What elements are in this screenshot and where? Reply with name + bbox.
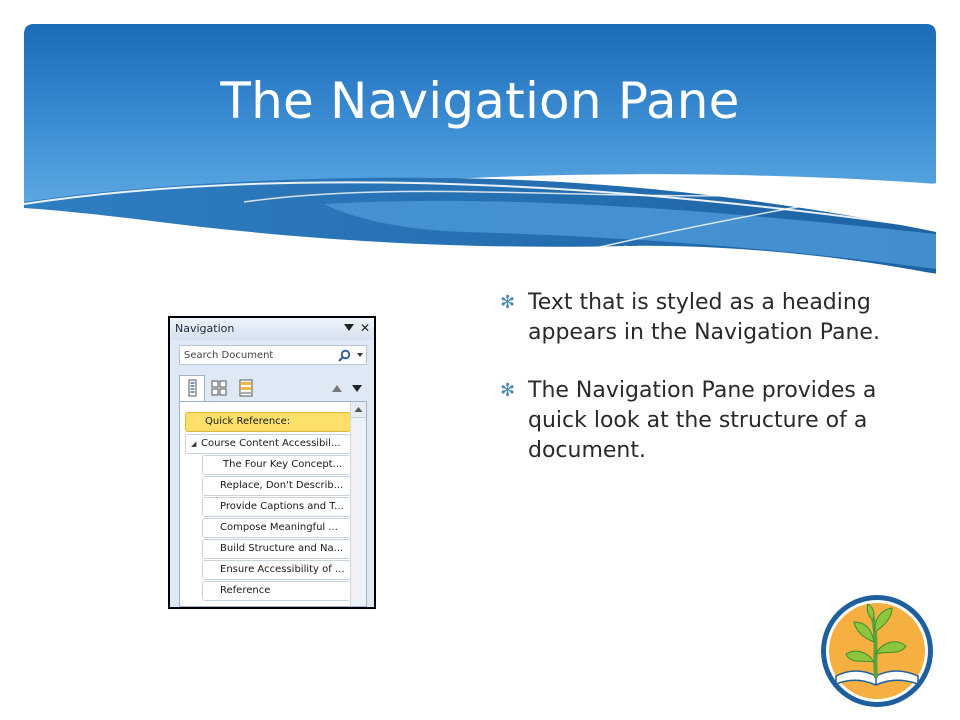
list-item-label: Reference (220, 585, 271, 596)
bullet-list (500, 288, 880, 466)
list-item-label: The Four Key Concept... (223, 459, 343, 470)
pages-grid-icon (206, 375, 232, 401)
list-item-label: Quick Reference: (205, 416, 291, 427)
expanded-triangle-icon[interactable]: ◢ (191, 440, 197, 448)
tab-pages[interactable] (206, 375, 232, 401)
bullet-item (500, 376, 880, 466)
dropdown-arrow-icon[interactable] (344, 324, 354, 332)
previous-heading-icon[interactable] (332, 385, 342, 392)
list-item-label: Provide Captions and T... (220, 501, 344, 512)
headings-list (179, 401, 367, 607)
headings-icon (180, 376, 204, 400)
list-item[interactable] (202, 518, 351, 538)
results-icon (233, 375, 259, 401)
bullet-text: The Navigation Pane provides a quick look at the structure of a document. (528, 378, 877, 463)
plant-book-logo-icon (818, 592, 936, 710)
close-icon[interactable]: ✕ (360, 321, 371, 335)
search-input[interactable] (179, 345, 367, 365)
list-item[interactable] (202, 560, 351, 580)
search-placeholder: Search Document (184, 350, 274, 361)
header-banner (24, 24, 936, 274)
list-item[interactable] (185, 434, 351, 454)
bullet-text: Text that is styled as a heading appears in the Navigation Pane. (528, 290, 880, 345)
list-item-label: Ensure Accessibility of ... (220, 564, 345, 575)
tab-results[interactable] (233, 375, 259, 401)
asterisk-bullet-icon: ✻ (500, 292, 516, 313)
nav-pane-title: Navigation (175, 322, 235, 335)
list-item[interactable] (185, 412, 351, 432)
list-item[interactable] (202, 455, 351, 475)
list-item-label: Build Structure and Na... (220, 543, 344, 554)
list-item[interactable] (202, 476, 351, 496)
bullet-item (500, 288, 880, 348)
slide-title: The Navigation Pane (220, 72, 740, 130)
tab-headings[interactable] (179, 375, 205, 402)
list-item[interactable] (202, 581, 351, 601)
next-heading-icon[interactable] (352, 385, 362, 392)
scrollbar[interactable] (350, 402, 366, 607)
asterisk-bullet-icon: ✻ (500, 380, 516, 401)
list-item-label: Course Content Accessibil... (201, 438, 341, 449)
scroll-up-button[interactable] (351, 402, 366, 418)
navigation-pane (168, 316, 376, 609)
list-item[interactable] (202, 497, 351, 517)
list-item-label: Compose Meaningful ... (220, 522, 338, 533)
search-options-arrow-icon[interactable] (357, 353, 363, 357)
scroll-up-icon (351, 402, 366, 417)
nav-pane-titlebar (170, 318, 374, 340)
list-item-label: Replace, Don't Describ... (220, 480, 344, 491)
nav-tabstrip (179, 375, 367, 401)
search-icon[interactable] (338, 349, 351, 362)
list-item[interactable] (202, 539, 351, 559)
